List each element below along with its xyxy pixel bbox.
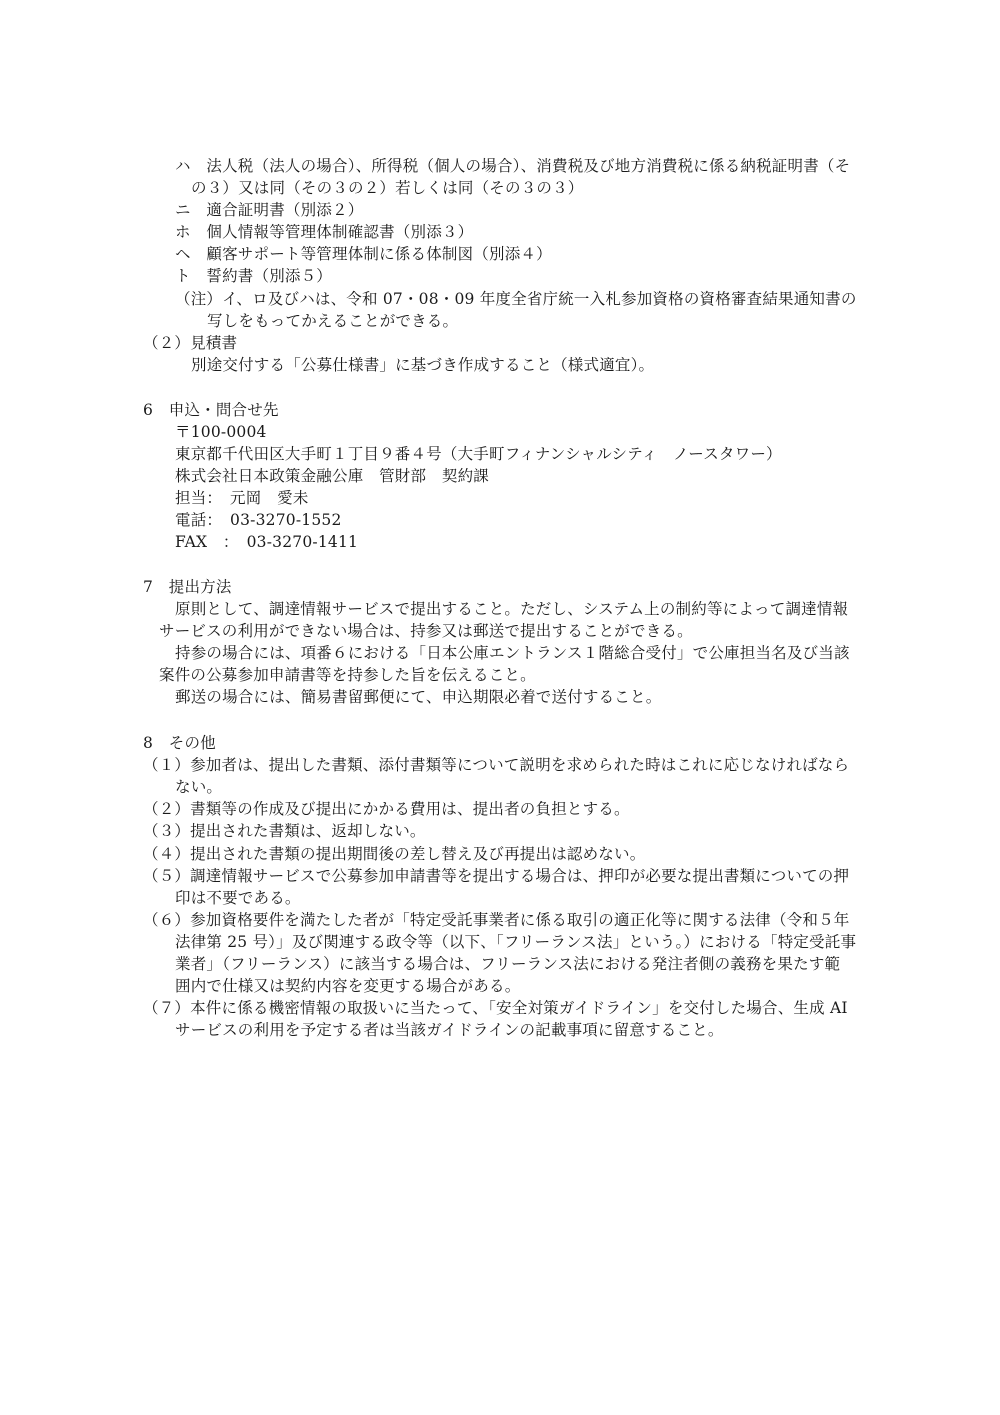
other-item-6-line1: （６）参加資格要件を満たした者が「特定受託事業者に係る取引の適正化等に関する法律（令和５年 [143, 911, 850, 929]
section7-p1-line1: 原則として、調達情報サービスで提出すること。ただし、システム上の制約等によって調達情報 [175, 600, 849, 618]
postal-code: 〒100-0004 [175, 423, 267, 441]
item-ha-line1: ハ 法人税（法人の場合）、所得税（個人の場合）、消費税及び地方消費税に係る納税証明書（そ [175, 157, 851, 175]
other-item-2: （２）書類等の作成及び提出にかかる費用は、提出者の負担とする。 [143, 800, 630, 818]
other-item-5-line2: 印は不要である。 [175, 889, 301, 907]
item-to: ト 誓約書（別添５） [175, 267, 333, 285]
other-item-4: （４）提出された書類の提出期間後の差し替え及び再提出は認めない。 [143, 845, 646, 863]
item-ha-line2: の３）又は同（その３の２）若しくは同（その３の３） [191, 179, 584, 197]
address: 東京都千代田区大手町１丁目９番４号（大手町フィナンシャルシティ ノースタワー） [175, 445, 782, 463]
section7-p3-line1: 郵送の場合には、簡易書留郵便にて、申込期限必着で送付すること。 [175, 688, 662, 706]
other-item-1-line2: ない。 [175, 778, 223, 796]
section7-p1-line2: サービスの利用ができない場合は、持参又は郵送で提出することができる。 [159, 622, 693, 640]
other-item-7-line2: サービスの利用を予定する者は当該ガイドラインの記載事項に留意すること。 [175, 1021, 724, 1039]
estimate-body: 別途交付する「公募仕様書」に基づき作成すること（様式適宜）。 [191, 356, 655, 374]
organization: 株式会社日本政策金融公庫 管財部 契約課 [175, 467, 490, 485]
other-item-5-line1: （５）調達情報サービスで公募参加申請書等を提出する場合は、押印が必要な提出書類についての押 [143, 867, 850, 885]
section7-p2-line1: 持参の場合には、項番６における「日本公庫エントランス１階総合受付」で公庫担当名及び当該 [175, 644, 850, 662]
other-item-6-line2: 法律第 25 号）」及び関連する政令等（以下、「フリーランス法」という。）における「特定受託事 [175, 933, 857, 951]
section7-heading: 7 提出方法 [143, 578, 232, 596]
note-line2: 写しをもってかえることができる。 [207, 312, 459, 330]
phone-number: 電話： 03-3270-1552 [175, 511, 342, 529]
item-he: ヘ 顧客サポート等管理体制に係る体制図（別添４） [175, 245, 552, 263]
item-ho: ホ 個人情報等管理体制確認書（別添３） [175, 223, 474, 241]
section7-p2-line2: 案件の公募参加申請書等を持参した旨を伝えること。 [159, 666, 536, 684]
section6-heading: 6 申込・問合せ先 [143, 401, 279, 419]
other-item-3: （３）提出された書類は、返却しない。 [143, 822, 426, 840]
other-item-6-line4: 囲内で仕様又は契約内容を変更する場合がある。 [175, 977, 521, 995]
fax-number: FAX ： 03-3270-1411 [175, 533, 359, 551]
other-item-1-line1: （１）参加者は、提出した書類、添付書類等について説明を求められた時はこれに応じなければなら [143, 756, 850, 774]
note-line1: （注）イ、ロ及びハは、令和 07・08・09 年度全省庁統一入札参加資格の資格審査結果通知書の [175, 290, 857, 308]
item-ni: ニ 適合証明書（別添２） [175, 201, 364, 219]
section8-heading: 8 その他 [143, 734, 216, 752]
estimate-heading: （２）見積書 [143, 334, 238, 352]
contact-person: 担当： 元岡 愛未 [175, 489, 309, 507]
other-item-7-line1: （７）本件に係る機密情報の取扱いに当たって、「安全対策ガイドライン」を交付した場合、生成 AI [143, 999, 848, 1017]
other-item-6-line3: 業者」（フリーランス）に該当する場合は、フリーランス法における発注者側の義務を果たす範 [175, 955, 841, 973]
